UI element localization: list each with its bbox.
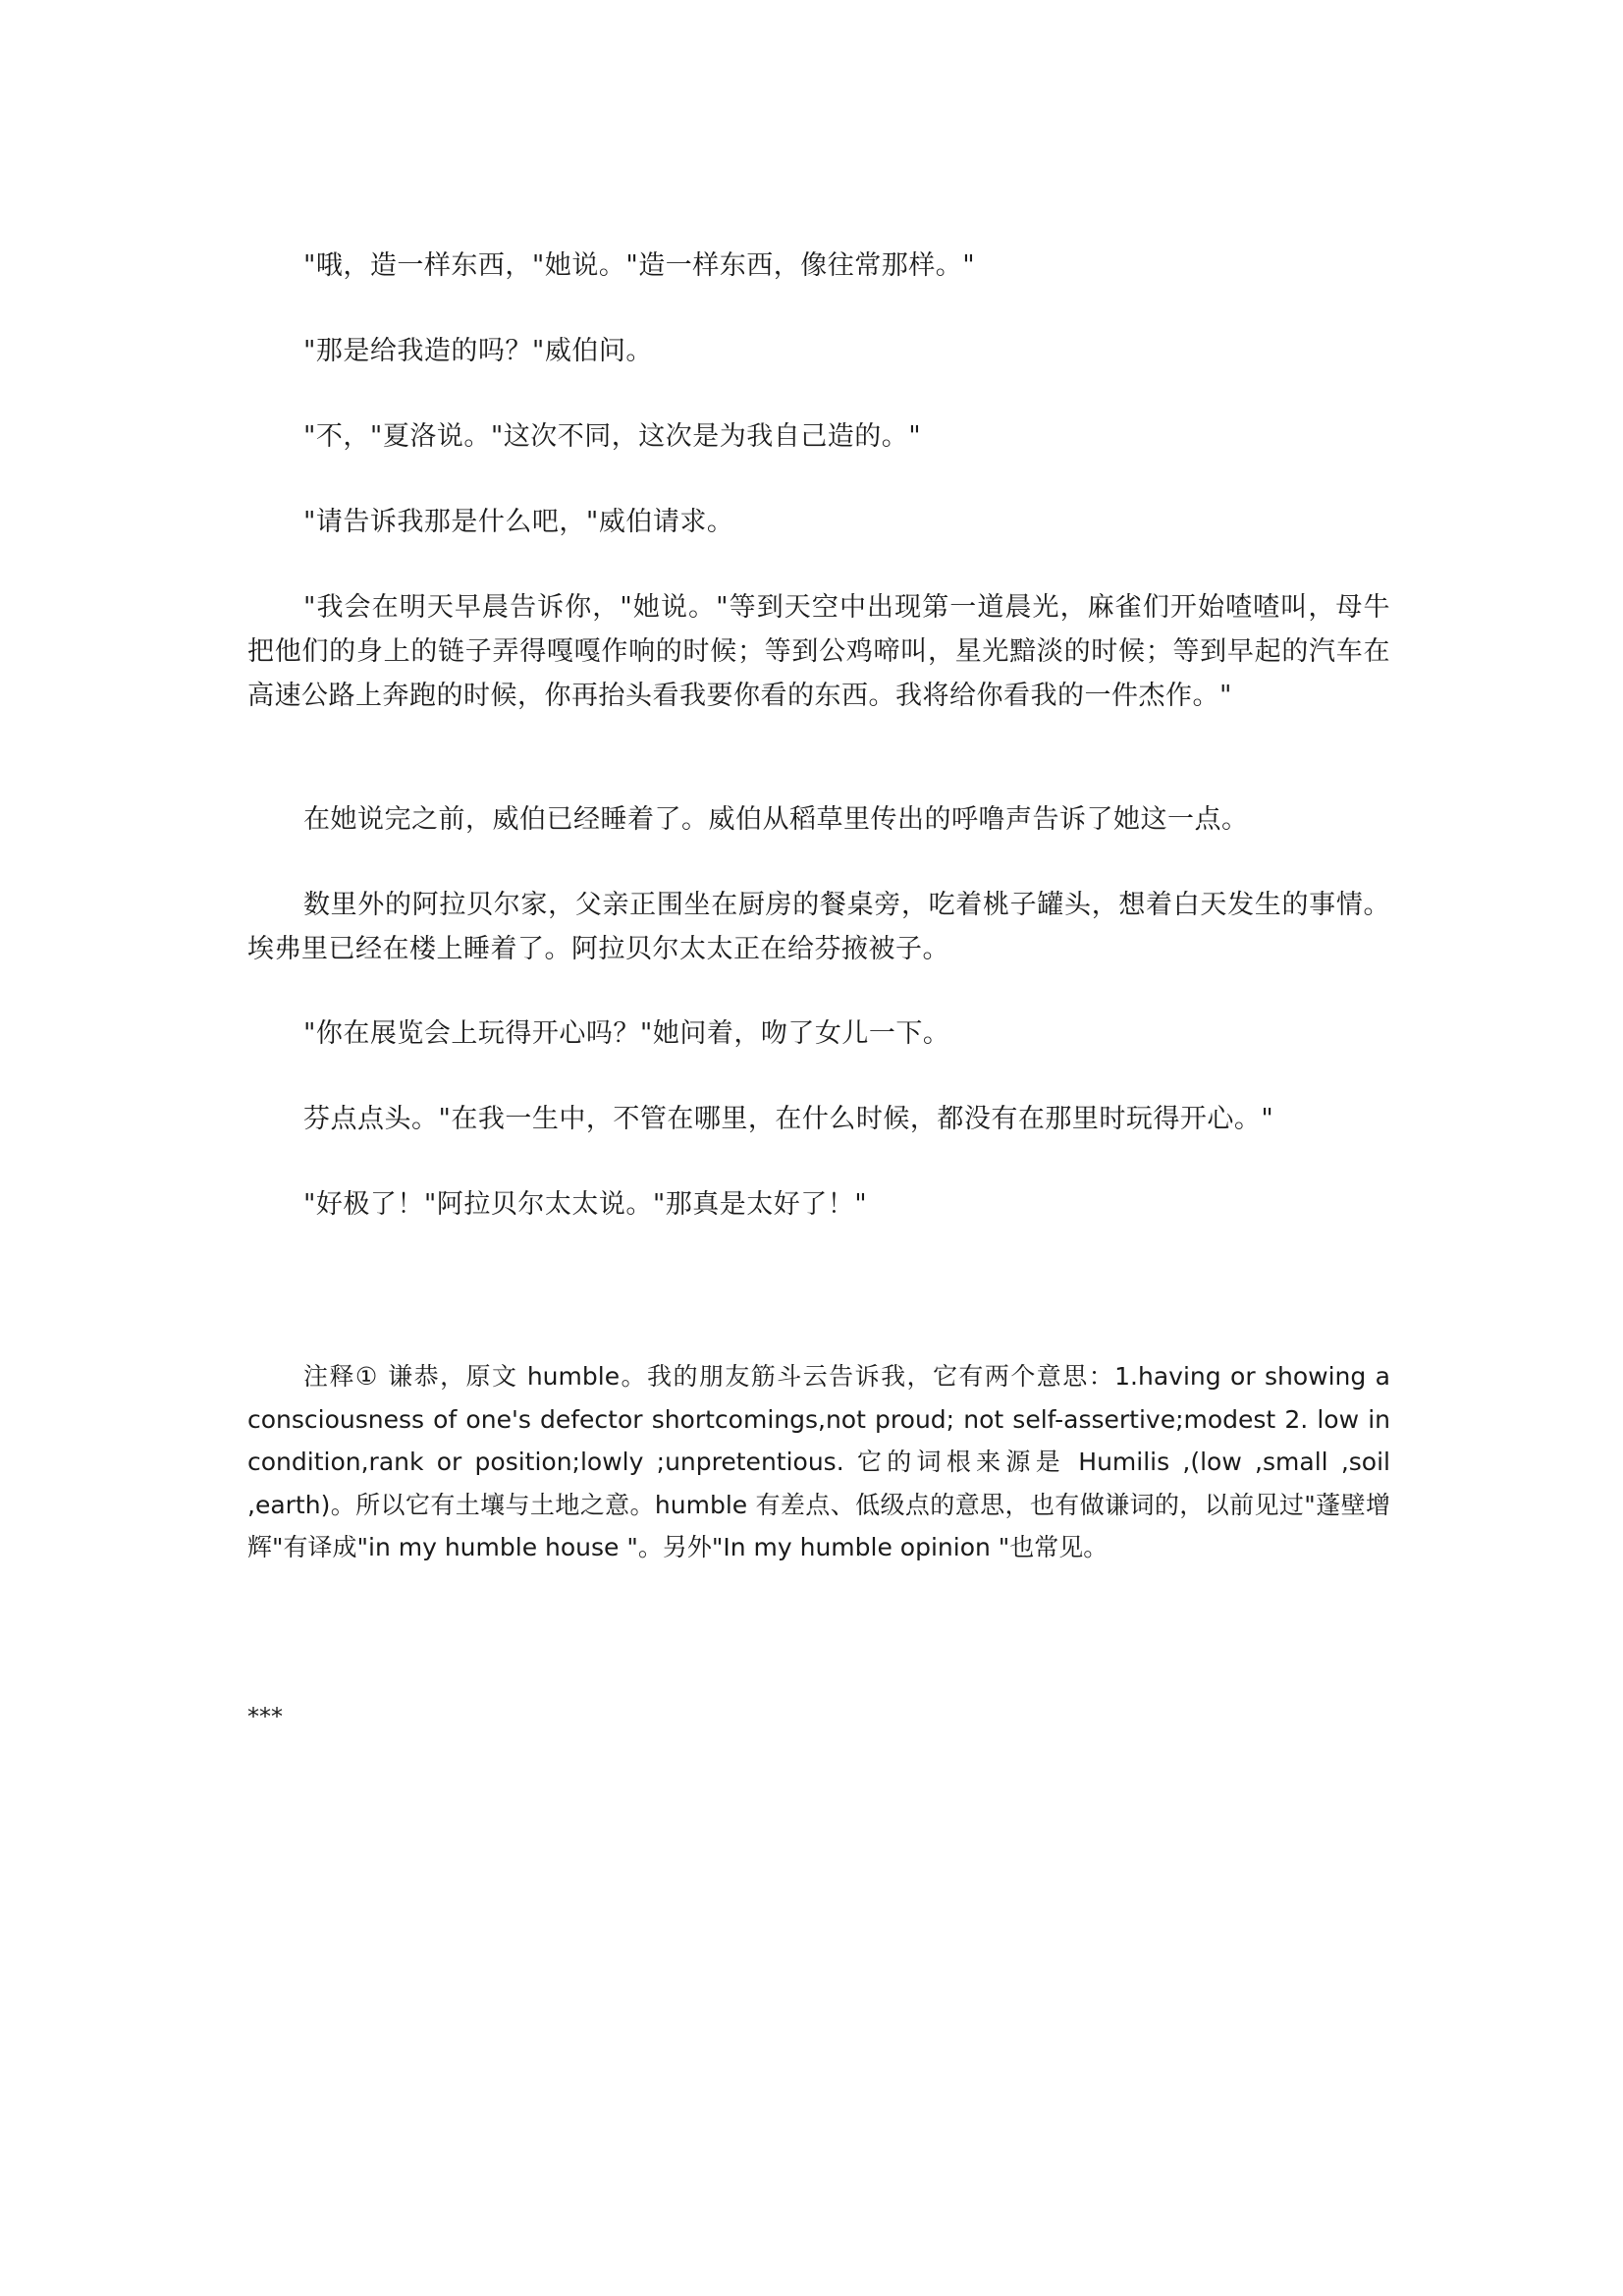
paragraph-8: "你在展览会上玩得开心吗？"她问着，吻了女儿一下。 xyxy=(303,1018,950,1049)
paragraph-9: 芬点点头。"在我一生中，不管在哪里，在什么时候，都没有在那里时玩得开心。" xyxy=(303,1104,1274,1134)
paragraph-10: "好极了！"阿拉贝尔太太说。"那真是太好了！" xyxy=(303,1189,868,1220)
footnote: 注释① 谦恭，原文 humble。我的朋友筋斗云告诉我，它有两个意思：1.having or showing a consciousness of one's defector shortcomings,not proud; not self-assertive;modest 2. low in condition,rank or position;lowly ;unpretentious. 它的词根来源是 Humilis ,(low ,small ,soil ,earth)。所以它有土壤与土地之意。humble 有差点、低级点的意思，也有做谦词的，以前见过"蓬壁增辉"有译成"in my humble house "。另外"In my humble opinion "也常见。 xyxy=(247,1362,1390,1561)
section-separator: *** xyxy=(247,1703,283,1730)
paragraph-4: "请告诉我那是什么吧，"威伯请求。 xyxy=(303,507,734,537)
paragraph-2: "那是给我造的吗？"威伯问。 xyxy=(303,336,653,366)
paragraph-6: 在她说完之前，威伯已经睡着了。威伯从稻草里传出的呼噜声告诉了她这一点。 xyxy=(303,804,1249,835)
paragraph-1: "哦，造一样东西，"她说。"造一样东西，像往常那样。" xyxy=(303,250,976,281)
paragraph-3: "不，"夏洛说。"这次不同，这次是为我自己造的。" xyxy=(303,421,922,452)
paragraph-5: "我会在明天早晨告诉你，"她说。"等到天空中出现第一道晨光，麻雀们开始喳喳叫，母牛把他们的身上的链子弄得嘎嘎作响的时候；等到公鸡啼叫，星光黯淡的时候；等到早起的汽车在高速公路上奔跑的时候，你再抬头看我要你看的东西。我将给你看我的一件杰作。" xyxy=(247,592,1390,711)
paragraph-7: 数里外的阿拉贝尔家，父亲正围坐在厨房的餐桌旁，吃着桃子罐头，想着白天发生的事情。埃弗里已经在楼上睡着了。阿拉贝尔太太正在给芬掖被子。 xyxy=(247,890,1390,964)
